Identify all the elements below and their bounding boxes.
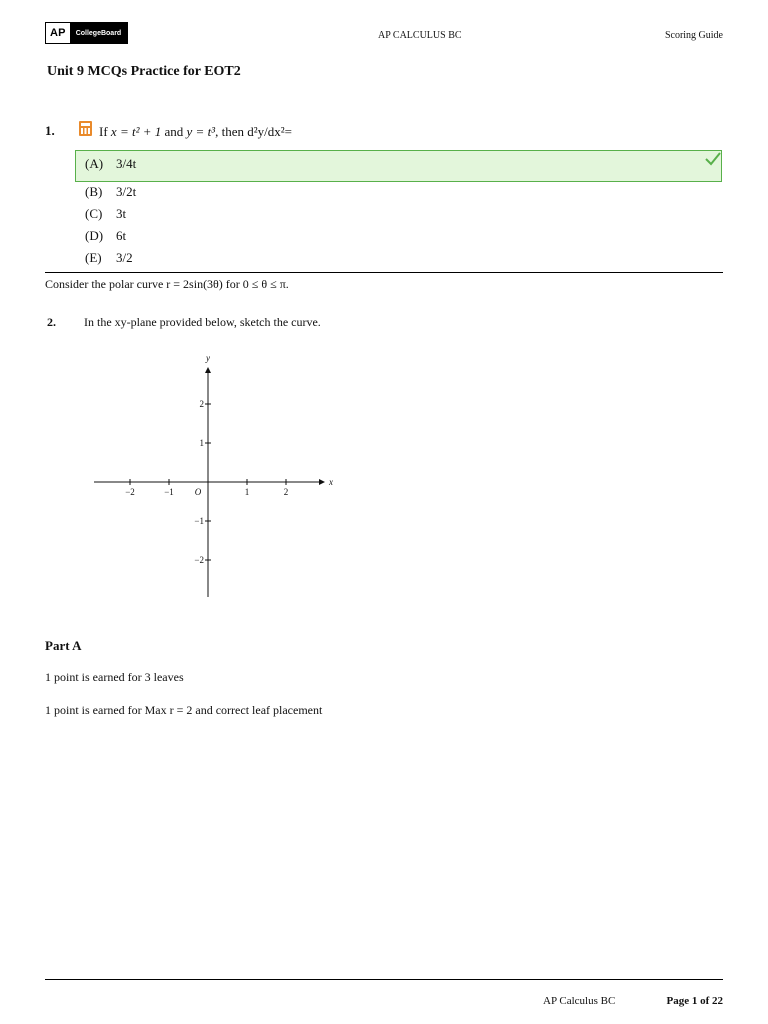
y-tick-label: −1: [194, 516, 204, 526]
stem-prefix: If: [99, 124, 111, 139]
option-letter: (D): [85, 228, 104, 243]
page-number: Page 1 of 22: [666, 995, 723, 1007]
part-a-heading: Part A: [45, 638, 82, 653]
y-axis-label: y: [206, 353, 210, 363]
stem-suffix: , then d²y/dx²=: [215, 124, 292, 139]
option-e[interactable]: [85, 250, 133, 266]
question-1-stem: [99, 124, 292, 140]
footer-course: AP Calculus BC: [543, 995, 616, 1007]
stem-and: and: [161, 124, 187, 139]
option-letter: (E): [85, 250, 102, 265]
x-tick-label: −1: [164, 487, 174, 497]
option-text: 6t: [116, 228, 127, 243]
footer-divider: [45, 979, 723, 980]
checkmark-icon: [704, 150, 722, 168]
x-tick-label: 2: [283, 487, 289, 497]
xy-plane: [90, 352, 335, 602]
page-title: Unit 9 MCQs Practice for EOT2: [47, 64, 241, 79]
question-2-number: 2.: [47, 315, 56, 329]
option-text: 3/2: [116, 250, 133, 265]
polar-curve-context: Consider the polar curve r = 2sin(3θ) for 0 ≤ θ ≤ π.: [45, 277, 289, 291]
header-doc-type: Scoring Guide: [664, 30, 723, 41]
origin-label: O: [194, 487, 202, 497]
logo-collegeboard: CollegeBoard: [70, 23, 128, 43]
x-tick-label: 1: [244, 487, 250, 497]
option-text: 3t: [116, 206, 127, 221]
header-course: AP CALCULUS BC: [378, 30, 462, 41]
option-d[interactable]: [85, 228, 126, 244]
option-b[interactable]: [85, 184, 136, 200]
calculator-icon: [79, 121, 92, 136]
question-2-text: In the xy-plane provided below, sketch the curve.: [84, 315, 321, 329]
question-1-number: 1.: [45, 123, 55, 138]
option-letter: (B): [85, 184, 103, 199]
ap-collegeboard-logo: [45, 22, 128, 44]
option-text: 3/2t: [116, 184, 137, 199]
option-a[interactable]: [85, 156, 136, 172]
option-letter: (A): [85, 156, 104, 171]
option-c[interactable]: [85, 206, 126, 222]
y-tick-label: −2: [194, 555, 204, 565]
x-tick-label: −2: [125, 487, 135, 497]
section-divider: [45, 272, 723, 273]
option-text: 3/4t: [116, 156, 137, 171]
scoring-point: 1 point is earned for 3 leaves: [45, 670, 184, 684]
x-axis-label: x: [329, 477, 333, 487]
option-letter: (C): [85, 206, 103, 221]
stem-math-x: x = t² + 1: [110, 124, 162, 139]
stem-math-y: y = t³: [186, 124, 216, 139]
y-tick-label: 2: [199, 399, 204, 409]
logo-ap: AP: [46, 23, 70, 43]
scoring-point: 1 point is earned for Max r = 2 and correct leaf placement: [45, 703, 323, 717]
y-tick-label: 1: [199, 438, 204, 448]
correct-answer-highlight: [75, 150, 722, 182]
